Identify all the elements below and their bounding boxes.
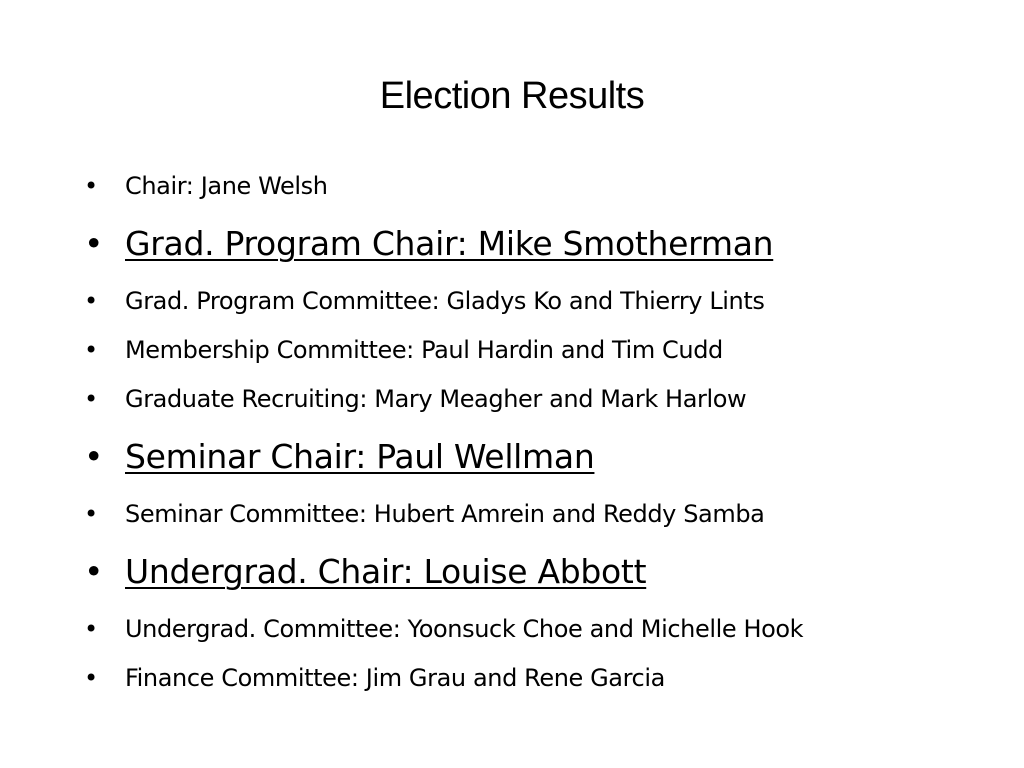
list-item-text: Membership Committee: Paul Hardin and Tim Cudd <box>125 336 723 364</box>
bullet-icon: • <box>84 552 104 591</box>
bullet-icon: • <box>84 385 99 413</box>
list-item-text: Seminar Committee: Hubert Amrein and Reddy Samba <box>125 500 765 528</box>
list-item-text: Chair: Jane Welsh <box>125 172 328 200</box>
bullet-icon: • <box>84 172 99 200</box>
list-item <box>84 539 984 605</box>
list-item <box>84 326 984 375</box>
bullet-icon: • <box>84 287 99 315</box>
list-item-text: Grad. Program Chair: Mike Smotherman <box>125 224 774 263</box>
list-item-text: Seminar Chair: Paul Wellman <box>125 437 595 476</box>
list-item-text: Graduate Recruiting: Mary Meagher and Mark Harlow <box>125 385 747 413</box>
bullet-icon: • <box>84 437 104 476</box>
list-item <box>84 277 984 326</box>
bullet-icon: • <box>84 664 99 692</box>
list-item-text: Undergrad. Committee: Yoonsuck Choe and Michelle Hook <box>125 615 804 643</box>
list-item <box>84 211 984 277</box>
bullet-icon: • <box>84 615 99 643</box>
bullet-list <box>84 162 984 703</box>
bullet-icon: • <box>84 336 99 364</box>
list-item-text: Grad. Program Committee: Gladys Ko and Thierry Lints <box>125 287 765 315</box>
list-item-text: Undergrad. Chair: Louise Abbott <box>125 552 647 591</box>
list-item-text: Finance Committee: Jim Grau and Rene Garcia <box>125 664 665 692</box>
bullet-icon: • <box>84 500 99 528</box>
list-item <box>84 605 984 654</box>
list-item <box>84 490 984 539</box>
list-item <box>84 162 984 211</box>
bullet-icon: • <box>84 224 104 263</box>
slide-title: Election Results <box>379 75 645 117</box>
list-item <box>84 424 984 490</box>
list-item <box>84 375 984 424</box>
list-item <box>84 654 984 703</box>
